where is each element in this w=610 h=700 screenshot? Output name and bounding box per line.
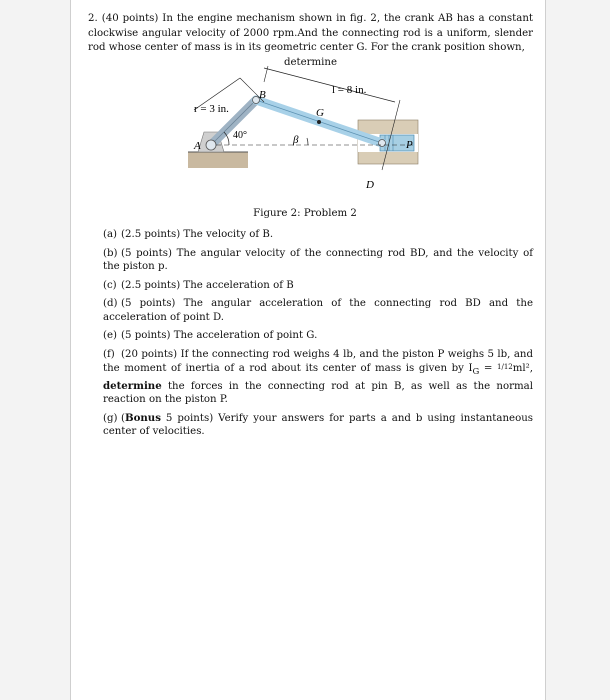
label-a: A xyxy=(194,140,201,152)
part-label: (a) xyxy=(103,229,118,240)
label-beta: β xyxy=(293,134,299,146)
part-f-bold: determine xyxy=(103,379,162,392)
part-g-bold: Bonus xyxy=(124,411,161,424)
engine-mechanism-figure xyxy=(180,60,430,200)
page-border-right xyxy=(545,0,546,700)
part-text: (2.5 points) The velocity of B. xyxy=(121,229,274,240)
part-text: (5 points) The angular velocity of the connecting rod BD, and the velocity of the piston p. xyxy=(103,247,533,272)
determine-label: determine xyxy=(283,56,338,68)
mechanism-diagram xyxy=(180,60,430,200)
part-f-formula2: ml², xyxy=(512,363,533,374)
part-f-fraction: 1/12 xyxy=(497,363,513,371)
label-g: G xyxy=(316,107,324,119)
part-f-formula: = xyxy=(479,363,498,374)
part-f-subscript: G xyxy=(472,367,480,378)
angle-arc-beta xyxy=(307,138,308,145)
label-d: D xyxy=(366,179,374,191)
l-dimension-line xyxy=(264,68,395,102)
label-p: P xyxy=(406,139,413,151)
part-b xyxy=(103,247,533,274)
part-label: (c) xyxy=(103,279,117,291)
part-d xyxy=(103,297,533,324)
part-label: (g) xyxy=(103,412,118,424)
part-e xyxy=(103,329,533,343)
part-label: (b) xyxy=(103,247,118,259)
part-f xyxy=(103,348,533,407)
page-border-left xyxy=(70,0,71,700)
part-text: (5 points) The angular acceleration of the connecting rod BD and the acceleration of point D. xyxy=(103,298,533,323)
part-g xyxy=(103,412,533,439)
part-g-text: 5 points) Verify your answers for parts a and b using instantaneous center of velocities. xyxy=(103,412,533,438)
part-text xyxy=(103,349,533,406)
part-label: (f) xyxy=(103,348,115,360)
pin-d xyxy=(379,140,386,147)
part-label: (e) xyxy=(103,330,117,341)
ground-block xyxy=(188,152,248,168)
pin-a xyxy=(206,140,216,150)
label-b: B xyxy=(259,89,266,101)
parts-list xyxy=(103,228,533,444)
part-text: (2.5 points) The acceleration of B xyxy=(121,279,294,291)
part-c xyxy=(103,279,533,293)
part-f-text-end: the forces in the connecting rod at pin B, as well as the normal reaction on the piston P. xyxy=(103,380,533,406)
part-f-text-start: (20 points) If the connecting rod weighs 4 lb, and the piston P weighs 5 lb, and the moment of inertia of a rod about its center of mass is given by I xyxy=(103,348,533,374)
part-a xyxy=(103,228,533,242)
part-label: (d) xyxy=(103,298,118,309)
part-text: (5 points) The acceleration of point G. xyxy=(121,330,318,341)
figure-caption: Figure 2: Problem 2 xyxy=(253,208,357,219)
part-text xyxy=(103,413,533,438)
label-l: l = 8 in. xyxy=(332,84,367,96)
label-r: r = 3 in. xyxy=(194,103,229,115)
label-angle: 40° xyxy=(233,130,247,141)
problem-number: 2. xyxy=(88,13,98,24)
problem-text: (40 points) In the engine mechanism shown in fig. 2, the crank AB has a constant clockwise angular velocity of 2000 rpm.And the connecting rod is a uniform, slender rod whose center of mass is in its geometric center G. For the crank position shown, xyxy=(88,13,533,53)
part-g-prefix: ( xyxy=(121,412,125,424)
center-of-mass-g xyxy=(317,120,321,124)
